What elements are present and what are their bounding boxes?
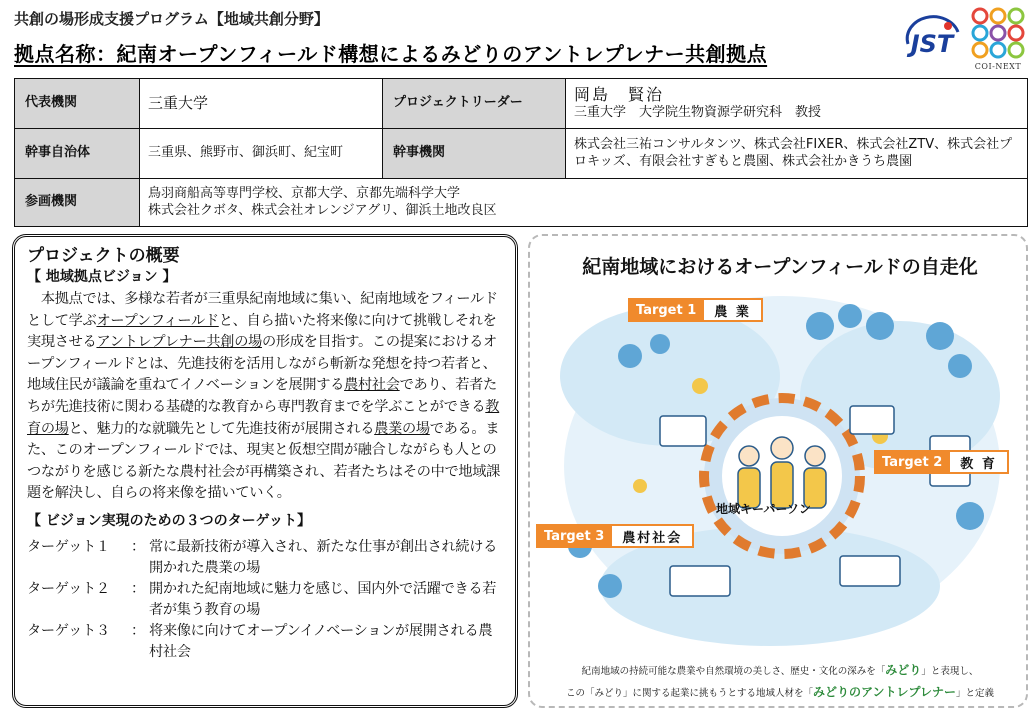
body-text: であり、若者たちが先進技術に関わる基礎的な教育から専門教育までを学ぶことができる xyxy=(27,377,497,415)
target-1-name: 農 業 xyxy=(704,298,763,322)
figure-panel xyxy=(528,234,1028,708)
vision-heading: 【 地域拠点ビジョン 】 xyxy=(27,269,177,285)
municipality-label: 幹事自治体 xyxy=(15,129,140,179)
svg-text:JST: JST xyxy=(910,30,954,58)
leader-affiliation: 三重大学 大学院生物資源学研究科 教授 xyxy=(574,105,822,121)
caption-2a: この「みどり」に関する起業に挑もうとする地域人材を「 xyxy=(565,688,813,699)
figure-title: 紀南地域におけるオープンフィールドの自走化 xyxy=(582,256,978,278)
target-3-name: 農村社会 xyxy=(612,524,694,548)
overview-title: プロジェクトの概要 xyxy=(27,246,180,266)
figure-caption xyxy=(530,660,1030,704)
body-text: と、魅力的な就職先として先進技術が展開される xyxy=(68,420,375,437)
participant-value xyxy=(140,179,1028,227)
rep-label: 代表機関 xyxy=(15,79,140,129)
project-info-table xyxy=(14,78,1028,227)
vision-body xyxy=(27,289,503,505)
leader-name: 岡島 賢治 xyxy=(574,84,665,104)
targets-list xyxy=(27,537,503,663)
target-colon: ： xyxy=(131,538,145,555)
target-label: ターゲット１ xyxy=(27,538,110,555)
underlined-keyword: 教育の場 xyxy=(27,398,500,437)
leader-label: プロジェクトリーダー xyxy=(383,79,566,129)
program-name: 共創の場形成支援プログラム【地域共創分野】 xyxy=(14,10,329,28)
target-2-number: Target 2 xyxy=(874,450,950,474)
leader-value xyxy=(566,79,1028,129)
target-3-tag xyxy=(536,524,694,548)
participant-line-1: 鳥羽商船高等専門学校、京都大学、京都先端科学大学 xyxy=(148,185,461,201)
underlined-keyword: 農村社会 xyxy=(344,377,400,394)
jst-logo xyxy=(902,10,964,66)
target-2-tag xyxy=(874,450,1009,474)
underlined-keyword: 農業の場 xyxy=(374,420,430,437)
underlined-keyword: オープンフィールド xyxy=(96,312,219,329)
target-text: 開かれた紀南地域に魅力を感じ、国内外で活躍できる若者が集う教育の場 xyxy=(149,580,497,618)
body-text: 本拠点では、多様な若者が三重県紀南地域に集い、紀南地域をフィールドとして学ぶ xyxy=(27,291,498,329)
target-row xyxy=(27,579,503,621)
targets-heading: 【 ビジョン実現のための３つのターゲット】 xyxy=(27,512,312,529)
overview-box xyxy=(12,234,518,708)
participant-label: 参画機関 xyxy=(15,179,140,227)
target-text: 将来像に向けてオープンイノベーションが展開される農村社会 xyxy=(149,622,493,660)
page-title: 拠点名称：紀南オープンフィールド構想によるみどりのアントレプレナー共創拠点 xyxy=(14,42,768,66)
coi-next-label: COI-NEXT xyxy=(974,62,1022,71)
caption-2b: 」と定義 xyxy=(956,688,995,699)
manager-value: 株式会社三祐コンサルタンツ、株式会社FIXER、株式会社ZTV、株式会社プロキッズ、有限会社すぎもと農園、株式会社かきうち農園 xyxy=(566,129,1028,179)
target-1-number: Target 1 xyxy=(628,298,704,322)
target-label: ターゲット２ xyxy=(27,580,110,597)
participant-line-2: 株式会社クボタ、株式会社オレンジアグリ、御浜土地改良区 xyxy=(148,202,497,218)
target-1-tag xyxy=(628,298,763,322)
target-label: ターゲット３ xyxy=(27,622,110,639)
key-person-label: 地域キーパーソン xyxy=(716,502,811,516)
rep-value: 三重大学 xyxy=(140,79,383,129)
target-colon: ： xyxy=(131,622,145,639)
underlined-keyword: アントレプレナー共創の場 xyxy=(96,334,262,351)
target-row xyxy=(27,621,503,663)
body-text: と、自ら描いた将来像に向けて挑戦しそれを実現させる xyxy=(27,312,497,351)
caption-2-highlight: みどりのアントレプレナー xyxy=(812,685,957,699)
municipality-value: 三重県、熊野市、御浜町、紀宝町 xyxy=(140,129,383,179)
target-text: 常に最新技術が導入され、新たな仕事が創出され続ける開かれた農業の場 xyxy=(149,538,498,576)
target-2-name: 教 育 xyxy=(950,450,1009,474)
coi-next-logo xyxy=(968,6,1028,70)
target-row xyxy=(27,537,503,579)
manager-label: 幹事機関 xyxy=(383,129,566,179)
body-text: の形成を目指す。この提案におけるオープンフィールドとは、先進技術を活用しながら斬新な発想を持つ若者と、地域住民が議論を重ねてイノベーションを展開する xyxy=(27,334,497,394)
body-text: である。また、このオープンフィールドでは、現実と仮想空間が融合しながらも人とのつながりを感じる新たな農村社会が再構築され、若者たちはその中で地域課題を解決し、自らの将来像を描いていく。 xyxy=(27,420,501,502)
caption-1b: 」と表現し、 xyxy=(921,666,979,677)
caption-1a: 紀南地域の持続可能な農業や自然環境の美しさ、歴史・文化の深みを「 xyxy=(581,666,886,677)
caption-1-highlight: みどり xyxy=(885,663,922,677)
target-colon: ： xyxy=(131,580,145,597)
target-3-number: Target 3 xyxy=(536,524,612,548)
